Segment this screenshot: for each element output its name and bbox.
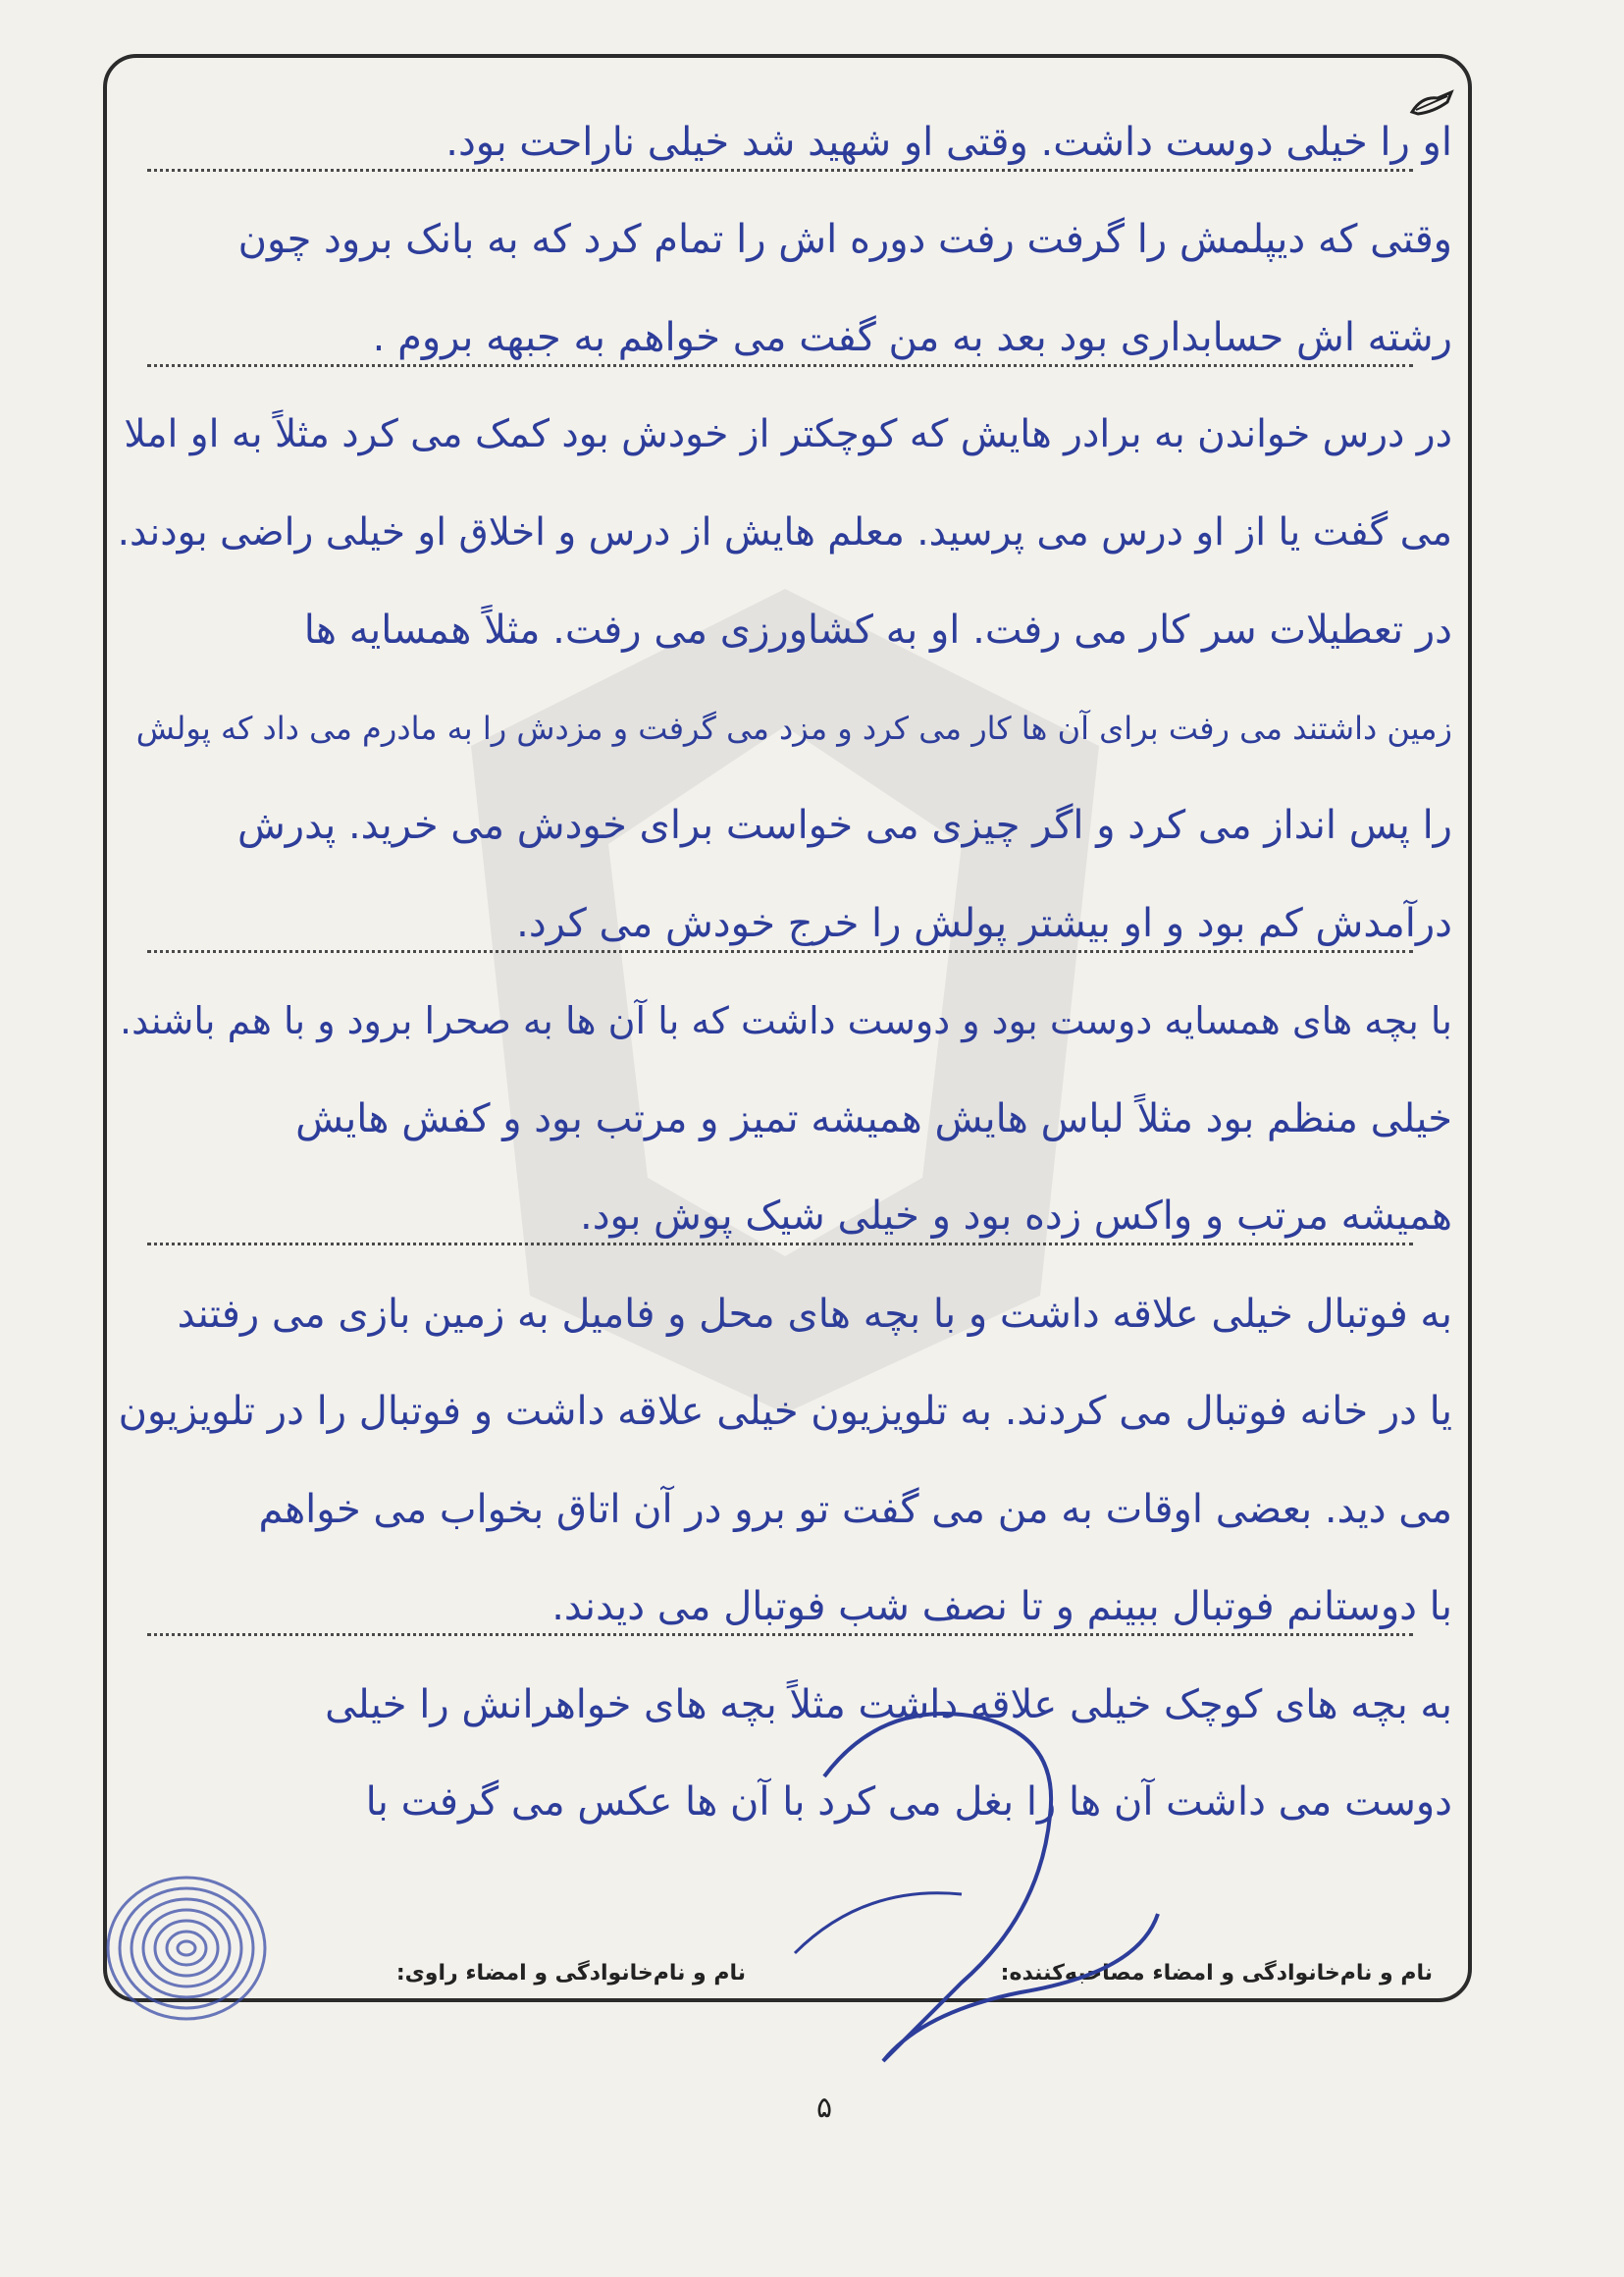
- line-text: با دوستانم فوتبال ببینم و تا نصف شب فوتبال می دیدند.: [551, 1584, 1452, 1629]
- text-line: [118, 172, 1452, 270]
- line-text: در درس خواندن به برادر هایش که کوچکتر از خودش بود کمک می کرد مثلاً به او املا: [124, 412, 1452, 456]
- line-text: همیشه مرتب و واکس زده بود و خیلی شیک پوش بود.: [580, 1193, 1452, 1239]
- text-line: [118, 1441, 1452, 1539]
- text-line: [118, 1148, 1452, 1246]
- text-line: [118, 855, 1452, 953]
- line-text: رشته اش حسابداری بود بعد به من گفت می خواهم به جبهه بروم .: [372, 314, 1452, 360]
- narrator-signature-label: نام و نام‌خانوادگی و امضاء راوی:: [395, 1961, 746, 1986]
- line-text: زمین داشتند می رفت برای آن ها کار می کرد و مزد می گرفت و مزدش را به مادرم می داد که پولش: [135, 709, 1452, 747]
- line-text: به فوتبال خیلی علاقه داشت و با بچه های محل و فامیل به زمین بازی می رفتند: [177, 1291, 1452, 1337]
- handwritten-signature: [765, 1659, 1178, 2081]
- line-text: دوست می داشت آن ها را بغل می کرد با آن ها عکس می گرفت با: [365, 1779, 1452, 1825]
- line-text: خیلی منظم بود مثلاً لباس هایش همیشه تمیز و مرتب بود و کفش هایش: [295, 1095, 1452, 1141]
- text-line: [118, 74, 1452, 172]
- line-text: او را خیلی دوست داشت. وقتی او شهید شد خیلی ناراحت بود.: [445, 119, 1452, 165]
- line-text: در تعطیلات سر کار می رفت. او به کشاورزی می رفت. مثلاً همسایه ها: [303, 608, 1452, 653]
- text-line: [118, 464, 1452, 562]
- fingerprint-stamp: [98, 1865, 275, 2032]
- line-text: می دید. بعضی اوقات به من می گفت تو برو در آن اتاق بخواب می خواهم: [258, 1486, 1452, 1532]
- line-text: را پس انداز می کرد و اگر چیزی می خواست برای خودش می خرید. پدرش: [236, 803, 1452, 848]
- text-line: [118, 269, 1452, 367]
- text-line: [118, 1245, 1452, 1344]
- text-line: [118, 367, 1452, 465]
- text-line: [118, 660, 1452, 758]
- text-line: [118, 562, 1452, 661]
- line-text: می گفت یا از او درس می پرسید. معلم هایش از درس و اخلاق او خیلی راضی بودند.: [117, 509, 1452, 555]
- line-text: به بچه های کوچک خیلی علاقه داشت مثلاً بچه های خواهرانش را خیلی: [325, 1681, 1452, 1727]
- text-line: [118, 758, 1452, 856]
- line-text: یا در خانه فوتبال می کردند. به تلویزیون خیلی علاقه داشت و فوتبال را در تلویزیون: [118, 1389, 1452, 1434]
- text-line: [118, 953, 1452, 1051]
- line-text: با بچه های همسایه دوست بود و دوست داشت که با آن ها به صحرا برود و با هم باشند.: [120, 999, 1452, 1042]
- interviewer-signature-label: نام و نام‌خانوادگی و امضاء مصاحبه‌کننده:: [1000, 1961, 1433, 1986]
- text-line: [118, 1344, 1452, 1442]
- line-text: درآمدش کم بود و او بیشتر پولش را خرج خودش می کرد.: [516, 900, 1452, 946]
- text-line: [118, 1539, 1452, 1637]
- text-line: [118, 1050, 1452, 1148]
- line-text: وقتی که دیپلمش را گرفت رفت دوره اش را تمام کرد که به بانک برود چون: [237, 217, 1452, 262]
- handwritten-lines: [118, 74, 1452, 1831]
- page-number: ۵: [815, 2091, 833, 2125]
